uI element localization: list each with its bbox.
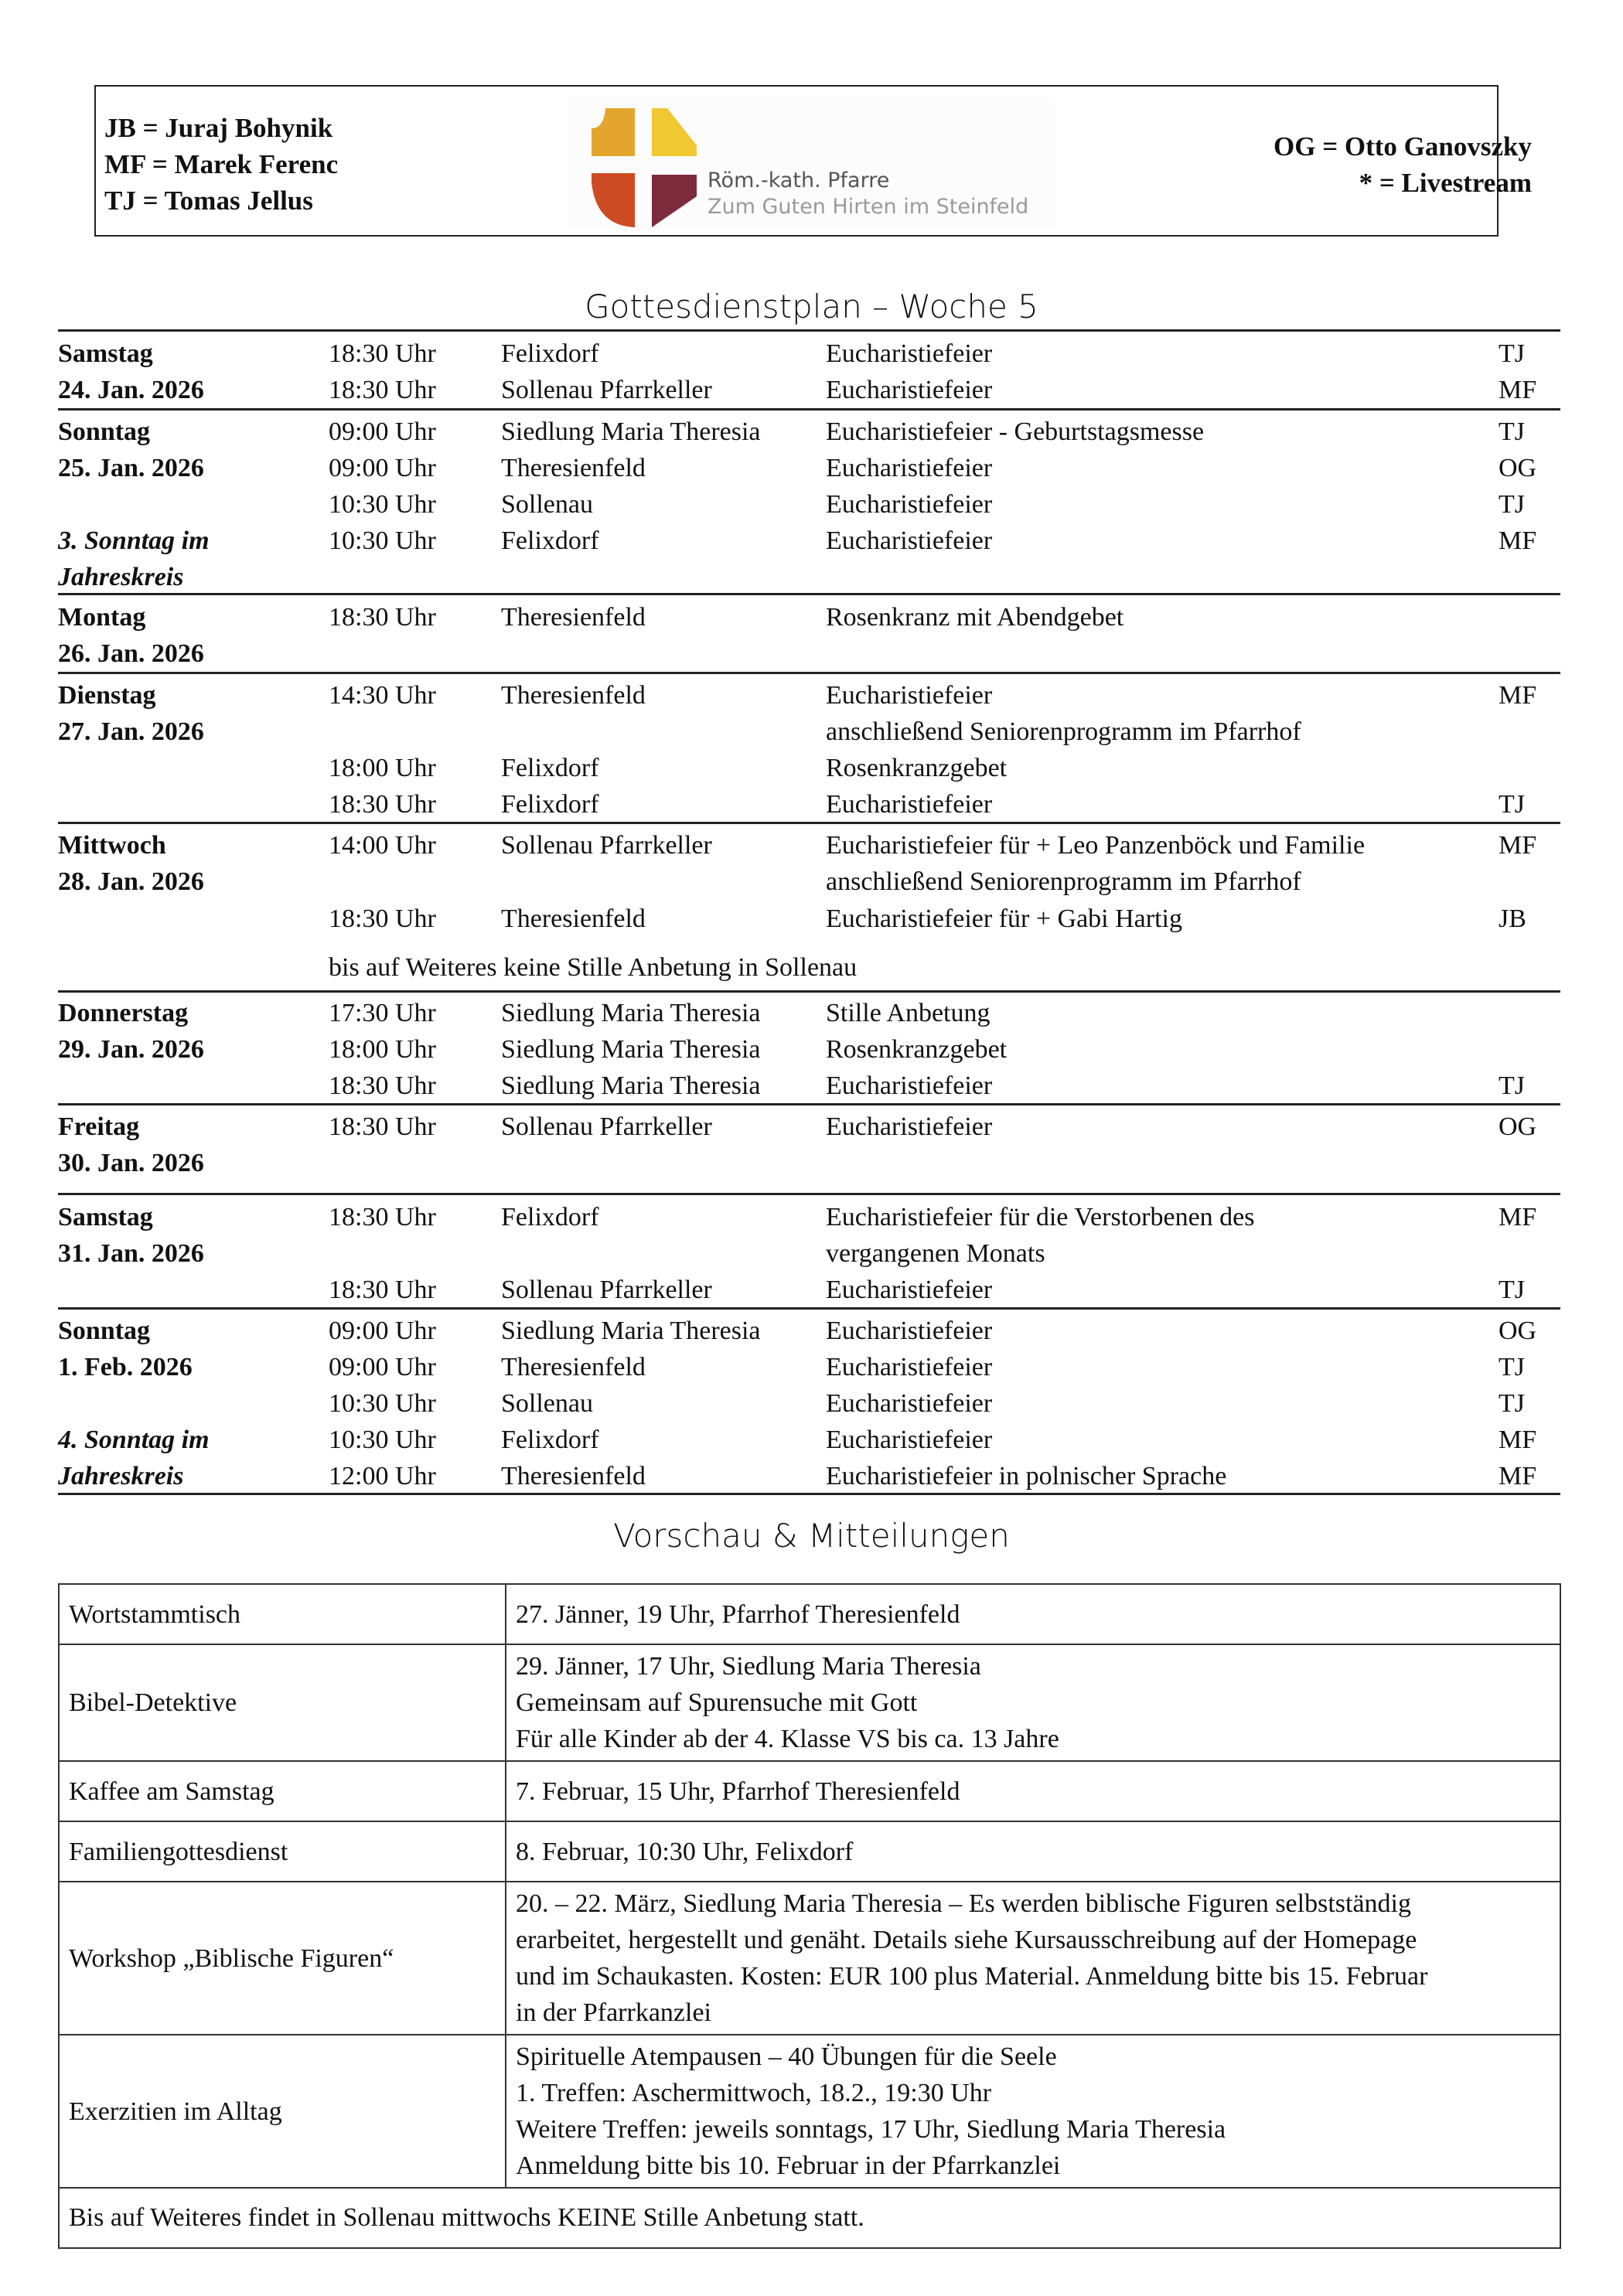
event: Rosenkranzgebet xyxy=(826,1035,1008,1064)
priest-legend-left xyxy=(104,110,338,219)
time: 14:30 Uhr xyxy=(329,681,436,710)
day-name: Sonntag xyxy=(58,1317,151,1345)
notice-line: 7. Februar, 15 Uhr, Pfarrhof Theresienfeld xyxy=(516,1777,960,1806)
time: 18:30 Uhr xyxy=(329,339,436,368)
event-note: anschließend Seniorenprogramm im Pfarrhof xyxy=(826,717,1301,746)
divider xyxy=(58,672,1560,674)
time: 18:30 Uhr xyxy=(329,1071,436,1100)
priest: TJ xyxy=(1499,490,1525,519)
priest: TJ xyxy=(1499,1389,1525,1418)
notice-line: 8. Februar, 10:30 Uhr, Felixdorf xyxy=(516,1837,854,1866)
time: 18:30 Uhr xyxy=(329,376,436,404)
day-name: Montag xyxy=(58,603,146,632)
notice-details xyxy=(506,1882,1560,2035)
priest: OG xyxy=(1499,1112,1537,1141)
place: Felixdorf xyxy=(501,526,599,555)
time: 09:00 Uhr xyxy=(329,417,436,446)
legend-item: JB = Juraj Bohynik xyxy=(104,113,333,143)
schedule-title: Gottesdienstplan – Woche 5 xyxy=(585,288,1038,325)
priest: OG xyxy=(1499,454,1537,482)
notice-line: 27. Jänner, 19 Uhr, Pfarrhof Theresienfeld xyxy=(516,1599,960,1629)
priest: MF xyxy=(1499,376,1537,404)
liturgical-day: 3. Sonntag im Jahreskreis xyxy=(58,526,210,591)
legend-item: * = Livestream xyxy=(1359,168,1532,198)
place: Felixdorf xyxy=(501,1426,599,1454)
divider xyxy=(58,1307,1560,1310)
notices-table xyxy=(58,1583,1561,2249)
priest: TJ xyxy=(1499,1071,1525,1100)
place: Sollenau xyxy=(501,490,593,519)
event: Eucharistiefeier xyxy=(826,1389,993,1418)
day-date: 26. Jan. 2026 xyxy=(58,639,204,668)
place: Theresienfeld xyxy=(501,904,646,933)
priest: MF xyxy=(1499,681,1537,710)
time: 09:00 Uhr xyxy=(329,1353,436,1381)
priest: MF xyxy=(1499,1203,1537,1231)
place: Theresienfeld xyxy=(501,1462,646,1490)
place: Siedlung Maria Theresia xyxy=(501,1317,761,1345)
notice-details xyxy=(506,1644,1560,1761)
event: Eucharistiefeier für die Verstorbenen des xyxy=(826,1203,1255,1231)
priest: TJ xyxy=(1499,417,1525,446)
place: Felixdorf xyxy=(501,790,599,819)
place: Siedlung Maria Theresia xyxy=(501,1035,761,1064)
place: Theresienfeld xyxy=(501,681,646,710)
day-date: 27. Jan. 2026 xyxy=(58,717,204,746)
event: Eucharistiefeier xyxy=(826,376,993,404)
legend-item: OG = Otto Ganovszky xyxy=(1274,131,1532,162)
time: 18:30 Uhr xyxy=(329,1276,436,1304)
event: Eucharistiefeier xyxy=(826,1112,993,1141)
day-name: Samstag xyxy=(58,339,153,368)
place: Felixdorf xyxy=(501,339,599,368)
place: Theresienfeld xyxy=(501,454,646,482)
logo-line-1: Röm.-kath. Pfarre xyxy=(708,169,890,192)
notices-title: Vorschau & Mitteilungen xyxy=(613,1517,1010,1555)
day-date: 24. Jan. 2026 xyxy=(58,376,204,404)
event: Eucharistiefeier xyxy=(826,490,993,519)
place: Siedlung Maria Theresia xyxy=(501,417,761,446)
table-row xyxy=(59,2035,1560,2188)
event: Eucharistiefeier xyxy=(826,339,993,368)
day-date: 28. Jan. 2026 xyxy=(58,867,204,896)
notice-line: 1. Treffen: Aschermittwoch, 18.2., 19:30 Uhr xyxy=(516,2079,992,2107)
priest-legend-right xyxy=(1274,128,1532,201)
event: Rosenkranzgebet xyxy=(826,754,1008,782)
legend-item: TJ = Tomas Jellus xyxy=(104,186,313,216)
notice-details xyxy=(506,1821,1560,1882)
table-row xyxy=(59,1821,1560,1882)
priest: MF xyxy=(1499,1426,1537,1454)
notice-details xyxy=(506,2035,1560,2188)
event: Eucharistiefeier xyxy=(826,1317,993,1345)
event: Eucharistiefeier xyxy=(826,681,993,710)
priest: MF xyxy=(1499,831,1537,860)
day-date: 31. Jan. 2026 xyxy=(58,1239,204,1268)
day-name: Samstag xyxy=(58,1203,153,1231)
place: Felixdorf xyxy=(501,754,599,782)
divider xyxy=(58,822,1560,824)
time: 10:30 Uhr xyxy=(329,1389,436,1418)
event: Eucharistiefeier xyxy=(826,454,993,482)
divider xyxy=(58,1103,1560,1105)
divider xyxy=(58,990,1560,993)
time: 18:30 Uhr xyxy=(329,603,436,632)
notice-line: Anmeldung bitte bis 10. Februar in der Pfarrkanzlei xyxy=(516,2151,1061,2180)
time: 18:30 Uhr xyxy=(329,1112,436,1141)
place: Sollenau Pfarrkeller xyxy=(501,376,712,404)
event-note: anschließend Seniorenprogramm im Pfarrhof xyxy=(826,867,1301,896)
time: 18:30 Uhr xyxy=(329,790,436,819)
notice-label: Kaffee am Samstag xyxy=(59,1761,506,1821)
place: Sollenau xyxy=(501,1389,593,1418)
notice-line: Für alle Kinder ab der 4. Klasse VS bis ca. 13 Jahre xyxy=(516,1725,1059,1753)
priest: OG xyxy=(1499,1317,1537,1345)
place: Theresienfeld xyxy=(501,1353,646,1381)
event: Eucharistiefeier xyxy=(826,526,993,555)
event: Eucharistiefeier xyxy=(826,790,993,819)
event: Eucharistiefeier xyxy=(826,1276,993,1304)
place: Sollenau Pfarrkeller xyxy=(501,1276,712,1304)
time: 09:00 Uhr xyxy=(329,1317,436,1345)
logo-line-2: Zum Guten Hirten im Steinfeld xyxy=(708,195,1029,219)
day-name: Donnerstag xyxy=(58,999,189,1027)
notice-line: Weitere Treffen: jeweils sonntags, 17 Uhr, Siedlung Maria Theresia xyxy=(516,2115,1226,2144)
event: Eucharistiefeier für + Leo Panzenböck und Familie xyxy=(826,831,1366,860)
table-row xyxy=(59,1882,1560,2035)
place: Siedlung Maria Theresia xyxy=(501,1071,761,1100)
notice-line: 20. – 22. März, Siedlung Maria Theresia – Es werden biblische Figuren selbstständig xyxy=(516,1889,1411,1918)
day-date: 29. Jan. 2026 xyxy=(58,1035,204,1064)
place: Theresienfeld xyxy=(501,603,646,632)
time: 09:00 Uhr xyxy=(329,454,436,482)
divider xyxy=(58,408,1560,410)
event-continued: vergangenen Monats xyxy=(826,1239,1045,1268)
event: Eucharistiefeier xyxy=(826,1426,993,1454)
time: 14:00 Uhr xyxy=(329,831,436,860)
liturgical-day: 4. Sonntag im Jahreskreis xyxy=(58,1426,210,1490)
time: 10:30 Uhr xyxy=(329,1426,436,1454)
day-name: Freitag xyxy=(58,1112,140,1141)
event: Eucharistiefeier für + Gabi Hartig xyxy=(826,904,1182,933)
notice-label: Wortstammtisch xyxy=(59,1584,506,1644)
notice-details xyxy=(506,1584,1560,1644)
day-date: 25. Jan. 2026 xyxy=(58,454,204,482)
place: Siedlung Maria Theresia xyxy=(501,999,761,1027)
day-name: Mittwoch xyxy=(58,831,166,860)
parish-logo xyxy=(568,97,1055,229)
schedule-note: bis auf Weiteres keine Stille Anbetung in Sollenau xyxy=(329,953,858,982)
event: Rosenkranz mit Abendgebet xyxy=(826,603,1124,632)
time: 10:30 Uhr xyxy=(329,490,436,519)
notice-line: und im Schaukasten. Kosten: EUR 100 plus Material. Anmeldung bitte bis 15. Februar xyxy=(516,1962,1428,1991)
place: Sollenau Pfarrkeller xyxy=(501,1112,712,1141)
time: 18:30 Uhr xyxy=(329,904,436,933)
priest: TJ xyxy=(1499,790,1525,819)
notice-line: erarbeitet, hergestellt und genäht. Details siehe Kursausschreibung auf der Homepage xyxy=(516,1926,1417,1954)
notice-line: Gemeinsam auf Spurensuche mit Gott xyxy=(516,1688,918,1717)
time: 18:00 Uhr xyxy=(329,1035,436,1064)
table-row xyxy=(59,1584,1560,1644)
event: Eucharistiefeier - Geburtstagsmesse xyxy=(826,417,1205,446)
event: Eucharistiefeier xyxy=(826,1353,993,1381)
priest: MF xyxy=(1499,526,1537,555)
notice-details xyxy=(506,1761,1560,1821)
time: 18:00 Uhr xyxy=(329,754,436,782)
notice-footer: Bis auf Weiteres findet in Sollenau mittwochs KEINE Stille Anbetung statt. xyxy=(59,2188,1560,2248)
divider xyxy=(58,1193,1560,1195)
priest: MF xyxy=(1499,1462,1537,1490)
table-row xyxy=(59,1761,1560,1821)
time: 10:30 Uhr xyxy=(329,526,436,555)
day-date: 1. Feb. 2026 xyxy=(58,1353,193,1381)
legend-item: MF = Marek Ferenc xyxy=(104,149,339,179)
priest: TJ xyxy=(1499,1276,1525,1304)
event: Stille Anbetung xyxy=(826,999,991,1027)
notice-label: Exerzitien im Alltag xyxy=(59,2035,506,2188)
day-name: Dienstag xyxy=(58,681,156,710)
day-name: Sonntag xyxy=(58,417,151,446)
place: Felixdorf xyxy=(501,1203,599,1231)
notice-label: Familiengottesdienst xyxy=(59,1821,506,1882)
notice-line: in der Pfarrkanzlei xyxy=(516,1998,711,2027)
notice-label: Workshop „Biblische Figuren“ xyxy=(59,1882,506,2035)
priest: JB xyxy=(1499,904,1526,933)
time: 12:00 Uhr xyxy=(329,1462,436,1490)
notice-line: 29. Jänner, 17 Uhr, Siedlung Maria Theresia xyxy=(516,1652,981,1681)
table-row xyxy=(59,2188,1560,2248)
divider xyxy=(58,593,1560,595)
time: 18:30 Uhr xyxy=(329,1203,436,1231)
divider xyxy=(58,329,1560,332)
event: Eucharistiefeier xyxy=(826,1071,993,1100)
priest: TJ xyxy=(1499,1353,1525,1381)
divider xyxy=(58,1493,1560,1495)
cross-logo-icon xyxy=(568,97,708,229)
priest: TJ xyxy=(1499,339,1525,368)
notice-label: Bibel-Detektive xyxy=(59,1644,506,1761)
time: 17:30 Uhr xyxy=(329,999,436,1027)
event: Eucharistiefeier in polnischer Sprache xyxy=(826,1462,1227,1490)
table-row xyxy=(59,1644,1560,1761)
notice-line: Spirituelle Atempausen – 40 Übungen für die Seele xyxy=(516,2042,1057,2071)
day-date: 30. Jan. 2026 xyxy=(58,1149,204,1177)
place: Sollenau Pfarrkeller xyxy=(501,831,712,860)
